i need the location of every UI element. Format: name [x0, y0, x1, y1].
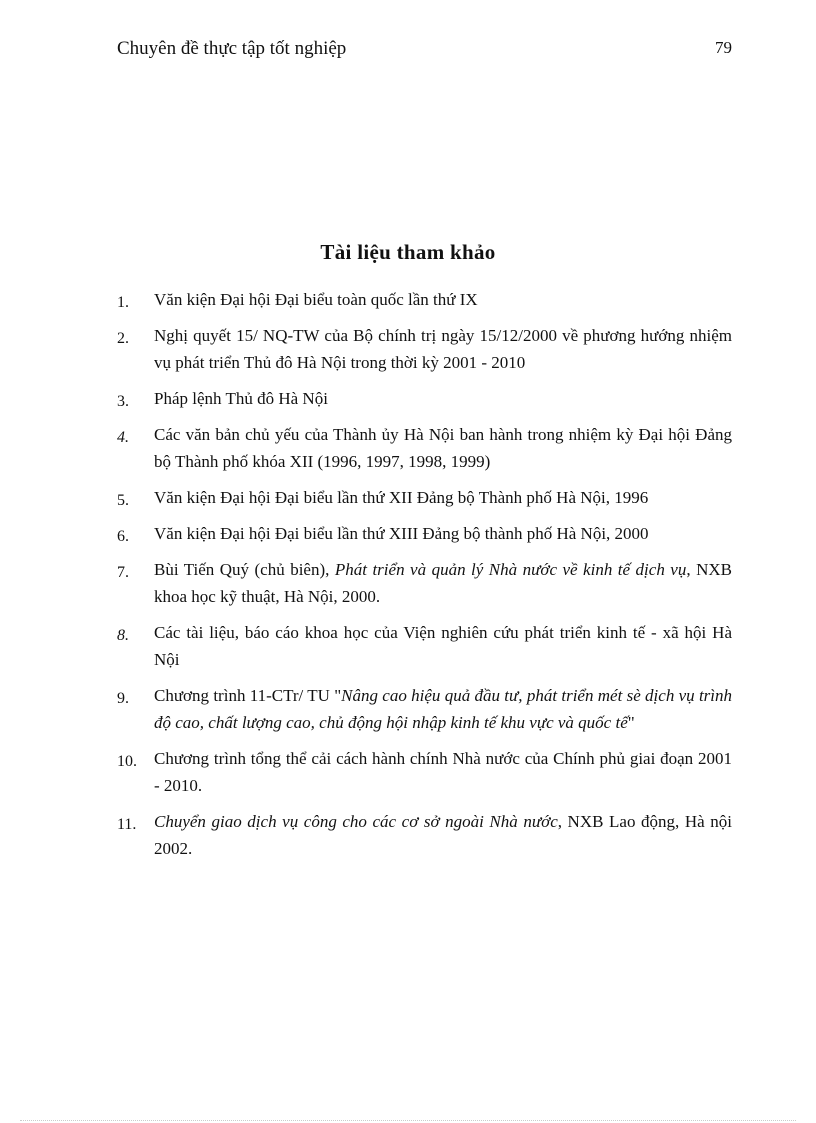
reference-text-post: , NXB Lao động, Hà nội 2002.	[154, 812, 732, 858]
reference-number: 8.	[117, 627, 129, 644]
references-heading: Tài liệu tham khảo	[320, 240, 496, 264]
reference-number: 7.	[117, 564, 129, 581]
page-number: 79	[715, 38, 732, 57]
reference-number: 4.	[117, 429, 129, 446]
reference-text: Nghị quyết 15/ NQ-TW của Bộ chính trị ngày 15/12/2000 về phương hướng nhiệm vụ phát triển Thủ đô Hà Nội trong thời kỳ 2001 - 2010	[154, 326, 732, 372]
reference-item-1	[117, 286, 732, 313]
reference-title: Phát triển và quản lý Nhà nước về kinh tế dịch vụ	[334, 560, 687, 579]
reference-item-4	[117, 421, 732, 475]
reference-text-pre: Bùi Tiến Quý (chủ biên),	[154, 560, 335, 579]
reference-item-7	[117, 556, 732, 610]
reference-text: Văn kiện Đại hội Đại biểu lần thứ XIII Đảng bộ thành phố Hà Nội, 2000	[154, 524, 649, 543]
reference-item-6	[117, 520, 732, 547]
reference-list	[117, 286, 732, 871]
reference-text: Chương trình tổng thể cải cách hành chính Nhà nước của Chính phủ giai đoạn 2001 - 2010.	[154, 749, 732, 795]
reference-number: 9.	[117, 690, 129, 707]
reference-text-post: "	[627, 713, 635, 732]
reference-item-2	[117, 322, 732, 376]
reference-text: Văn kiện Đại hội Đại biểu lần thứ XII Đảng bộ Thành phố Hà Nội, 1996	[154, 488, 649, 507]
reference-item-5	[117, 484, 732, 511]
reference-text-post: , NXB khoa học kỹ thuật, Hà Nội, 2000.	[154, 560, 732, 606]
reference-item-3	[117, 385, 732, 412]
reference-text: Các tài liệu, báo cáo khoa học của Viện nghiên cứu phát triển kinh tế - xã hội Hà Nội	[154, 623, 732, 669]
reference-title: Nâng cao hiệu quả đầu tư, phát triển mét sè dịch vụ trình độ cao, chất lượng cao, chủ động hội nhập kinh tế khu vực và quốc tế	[154, 686, 733, 732]
reference-number: 11.	[117, 816, 137, 833]
reference-title: Chuyển giao dịch vụ công cho các cơ sở ngoài Nhà nước	[154, 812, 558, 831]
reference-item-11	[117, 808, 732, 862]
reference-number: 2.	[117, 330, 129, 347]
reference-number: 10.	[117, 753, 137, 770]
reference-number: 5.	[117, 492, 129, 509]
reference-number: 1.	[117, 294, 129, 311]
reference-item-9	[117, 682, 732, 736]
reference-item-8	[117, 619, 732, 673]
reference-text: Văn kiện Đại hội Đại biểu toàn quốc lần thứ IX	[154, 290, 478, 309]
reference-item-10	[117, 745, 732, 799]
reference-text-pre: Chương trình 11-CTr/ TU "	[154, 686, 342, 705]
page-header	[117, 38, 732, 64]
page-bottom-divider	[20, 1120, 796, 1121]
reference-number: 6.	[117, 528, 129, 545]
reference-text: Các văn bản chủ yếu của Thành ủy Hà Nội ban hành trong nhiệm kỳ Đại hội Đảng bộ Thành phố khóa XII (1996, 1997, 1998, 1999)	[154, 425, 732, 471]
reference-text: Pháp lệnh Thủ đô Hà Nội	[154, 389, 328, 408]
header-title: Chuyên đề thực tập tốt nghiệp	[117, 38, 347, 59]
reference-number: 3.	[117, 393, 129, 410]
